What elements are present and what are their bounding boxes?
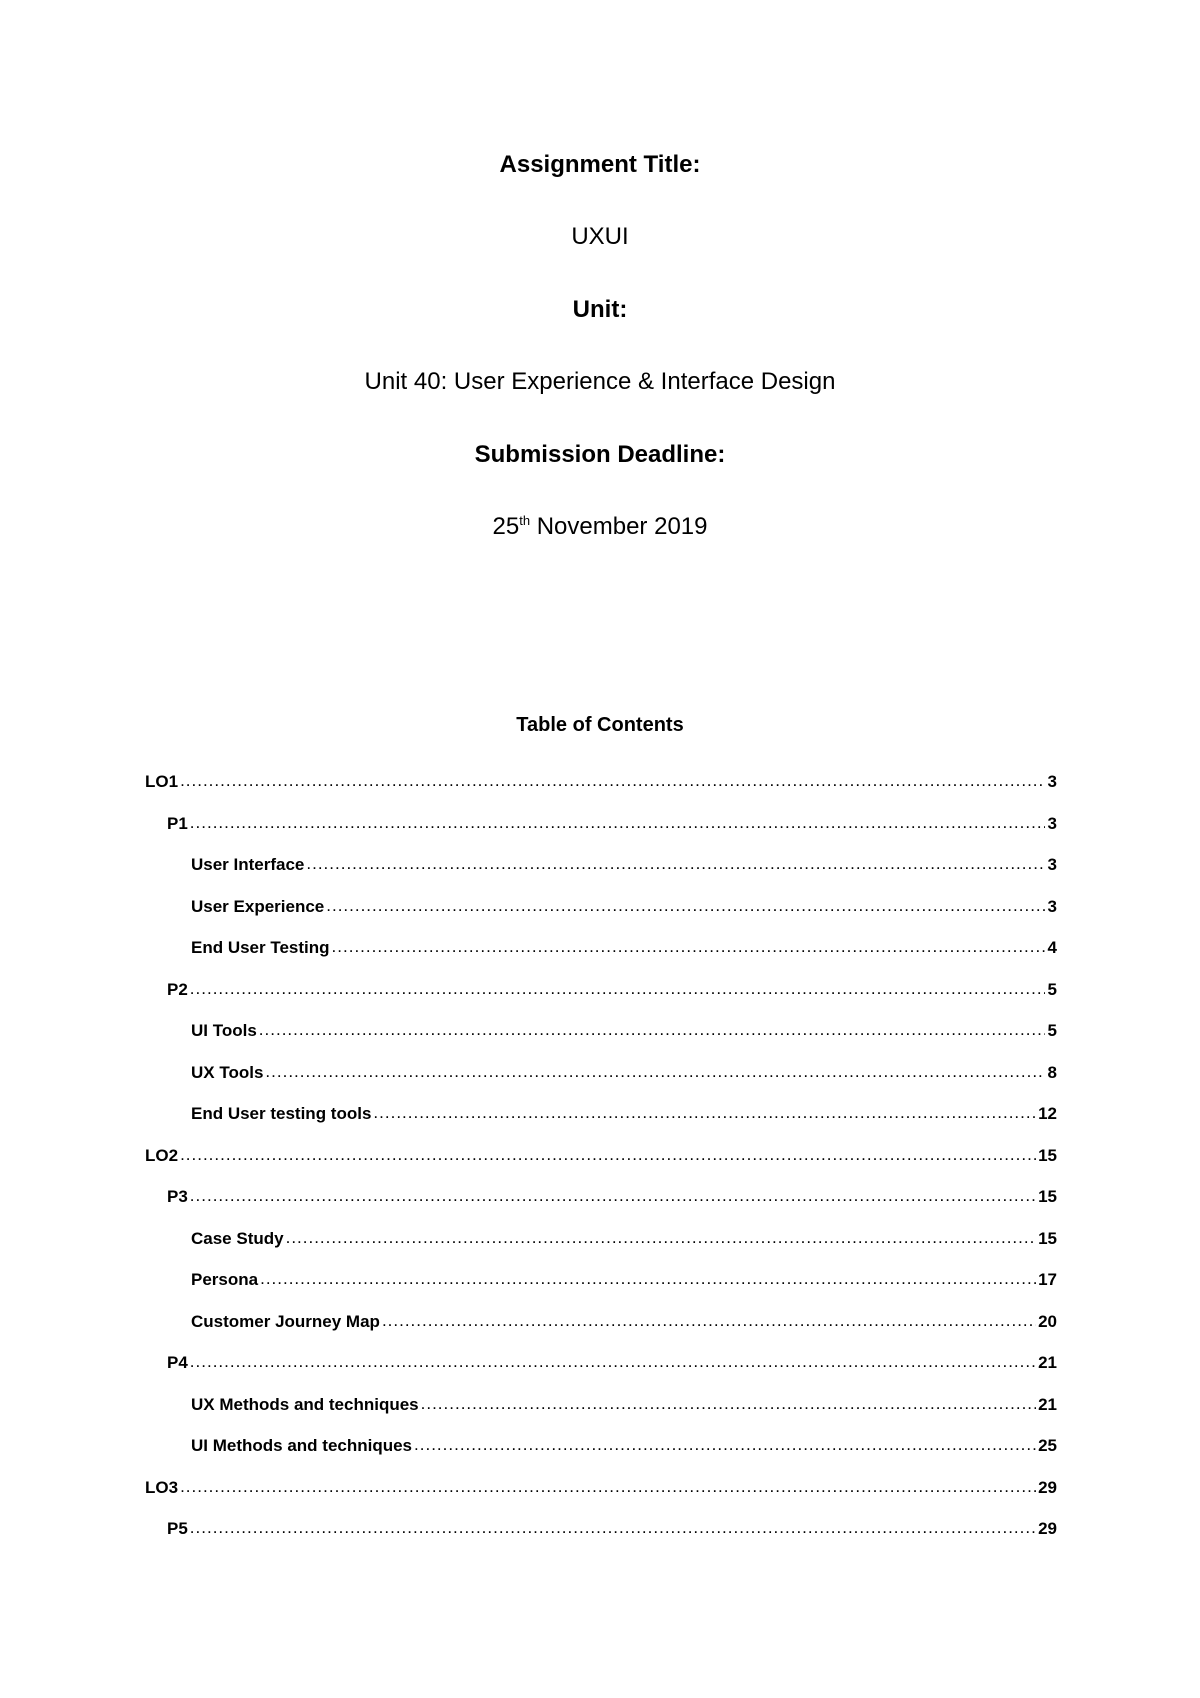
toc-entry-page: 3	[1047, 896, 1057, 916]
toc-entry[interactable]	[145, 1187, 1057, 1229]
toc-entry-label: P4	[167, 1353, 188, 1372]
toc-entry[interactable]	[145, 855, 1057, 897]
toc-entry-label: User Experience	[191, 896, 325, 916]
toc-leader	[190, 979, 1045, 999]
toc-leader	[414, 1435, 1036, 1455]
toc-entry[interactable]	[145, 1353, 1057, 1395]
toc-entry-label: UI Tools	[191, 1021, 257, 1040]
toc-entry-page: 12	[1038, 1104, 1057, 1123]
toc-entry-page: 4	[1047, 938, 1057, 957]
toc-leader	[180, 1477, 1036, 1497]
toc-entry[interactable]	[145, 1395, 1057, 1437]
toc-entry-page: 25	[1038, 1436, 1057, 1455]
toc-leader	[259, 1020, 1045, 1040]
unit-value: Unit 40: User Experience & Interface Design	[364, 368, 836, 395]
toc-entry[interactable]	[145, 1312, 1057, 1354]
toc-leader	[190, 1352, 1036, 1372]
toc-entry[interactable]	[145, 1436, 1057, 1478]
deadline-month-year: November 2019	[530, 513, 708, 540]
toc-entry-label: UX Methods and techniques	[191, 1394, 419, 1414]
toc-entry[interactable]	[145, 1021, 1057, 1063]
toc-entry[interactable]	[145, 1063, 1057, 1105]
toc-entry-label: Case Study	[191, 1228, 284, 1248]
toc-leader	[190, 813, 1045, 833]
toc-entry-page: 15	[1038, 1187, 1057, 1206]
deadline-value	[0, 512, 1200, 542]
toc-leader	[190, 1186, 1036, 1206]
toc-entry-page: 3	[1047, 813, 1057, 833]
toc-leader	[421, 1394, 1036, 1414]
toc-entry-label: Persona	[191, 1270, 259, 1289]
toc-entry[interactable]	[145, 1104, 1057, 1146]
toc-entry[interactable]	[145, 897, 1057, 939]
toc-entry[interactable]	[145, 772, 1057, 814]
toc-leader	[265, 1062, 1045, 1082]
toc-entry-page: 17	[1038, 1270, 1057, 1289]
toc-entry-label: LO1	[145, 772, 179, 791]
toc-leader	[190, 1518, 1036, 1538]
toc-entry-label: Customer Journey Map	[191, 1311, 380, 1331]
toc-entry[interactable]	[145, 1270, 1057, 1312]
toc-entry-label: User Interface	[191, 855, 305, 874]
toc-entry-page: 15	[1038, 1228, 1057, 1248]
toc-leader	[332, 937, 1045, 957]
toc-entry-label: UX Tools	[191, 1062, 264, 1082]
toc-entry-page: 29	[1038, 1519, 1057, 1538]
toc-entry-page: 3	[1047, 855, 1057, 874]
deadline-label: Submission Deadline:	[474, 441, 726, 468]
toc-leader	[326, 896, 1045, 916]
toc-entry-page: 15	[1038, 1145, 1057, 1165]
toc-entry-page: 20	[1038, 1311, 1057, 1331]
toc-entry[interactable]	[145, 938, 1057, 980]
toc-entry-label: End User Testing	[191, 938, 330, 957]
toc-leader	[180, 771, 1045, 791]
toc-entry-label: P2	[167, 979, 188, 999]
toc-entry[interactable]	[145, 980, 1057, 1022]
toc-entry-page: 3	[1047, 772, 1057, 791]
toc-entry[interactable]	[145, 1146, 1057, 1188]
toc-entry-label: P5	[167, 1519, 188, 1538]
toc-entry-page: 8	[1047, 1062, 1057, 1082]
toc-entry[interactable]	[145, 1229, 1057, 1271]
unit-label: Unit:	[572, 296, 628, 323]
toc-leader	[306, 854, 1045, 874]
deadline-day: 25	[492, 513, 520, 540]
toc-leader	[373, 1103, 1036, 1123]
toc-entry-page: 5	[1047, 979, 1057, 999]
toc-leader	[260, 1269, 1036, 1289]
toc-entry-page: 21	[1038, 1394, 1057, 1414]
toc-entry-page: 29	[1038, 1477, 1057, 1497]
toc-entry-label: LO3	[145, 1477, 179, 1497]
toc-entry-label: P1	[167, 813, 188, 833]
toc-entry-label: LO2	[145, 1145, 179, 1165]
table-of-contents	[145, 772, 1057, 1561]
toc-entry-label: End User testing tools	[191, 1104, 372, 1123]
assignment-title-label: Assignment Title:	[499, 151, 701, 178]
toc-entry[interactable]	[145, 1519, 1057, 1561]
toc-leader	[382, 1311, 1036, 1331]
toc-leader	[286, 1228, 1036, 1248]
assignment-title-value: UXUI	[571, 223, 629, 250]
toc-entry-page: 21	[1038, 1353, 1057, 1372]
toc-entry-page: 5	[1047, 1021, 1057, 1040]
toc-entry[interactable]	[145, 1478, 1057, 1520]
toc-entry-label: UI Methods and techniques	[191, 1436, 413, 1455]
deadline-ordinal: th	[519, 513, 531, 528]
toc-entry[interactable]	[145, 814, 1057, 856]
toc-heading: Table of Contents	[516, 714, 684, 736]
toc-leader	[180, 1145, 1036, 1165]
toc-entry-label: P3	[167, 1187, 188, 1206]
